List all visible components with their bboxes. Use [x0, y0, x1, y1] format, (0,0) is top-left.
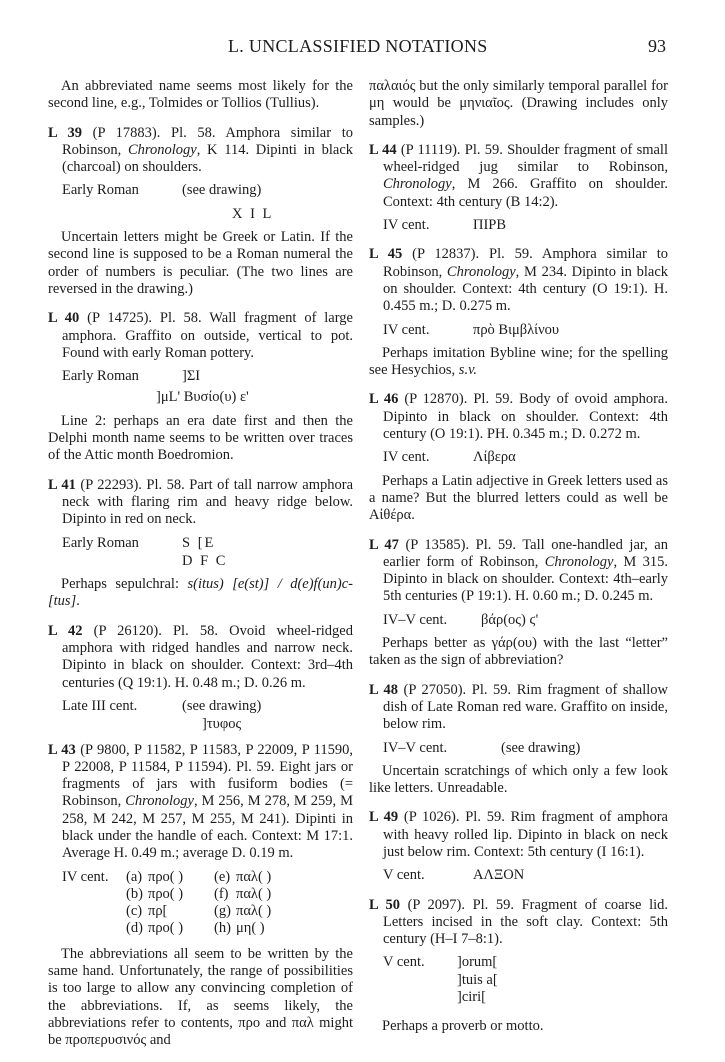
right-column	[369, 78, 668, 1048]
date-row	[383, 954, 668, 1012]
date-row	[62, 535, 353, 552]
entry-heading: L 46 (P 12870). Pl. 59. Body of ovoid amphora. Dipinto in black on shoulder. Context: 4th century (O 19:1). PH. 0.345 m.; D. 0.272 m.	[369, 391, 668, 443]
abbreviation-table	[62, 869, 353, 938]
drawing-note: (see drawing)	[182, 697, 262, 714]
date-row	[383, 867, 668, 884]
entry-number: L 48	[369, 681, 398, 698]
date-row	[62, 182, 353, 199]
date-label: IV cent.	[383, 217, 430, 234]
continued-paragraph: παλαιός but the only similarly temporal parallel for μη would be μηνιαῖος. (Drawing includes only samples.)	[369, 78, 668, 129]
date-label: Early Roman	[62, 368, 139, 385]
entry-number: L 43	[48, 741, 76, 758]
commentary: Uncertain letters might be Greek or Latin. If the second line is supposed to be a Roman numeral the order of numbers is peculiar. (The two lines are reversed in the drawing.)	[48, 229, 353, 297]
abbr-value: παλ( )	[236, 868, 272, 885]
inscription-reading: Λίβερα	[473, 449, 516, 466]
abbr-value: παλ( )	[236, 885, 272, 902]
date-label: IV–V cent.	[383, 611, 448, 628]
entry-l42	[48, 623, 353, 734]
entry-l44	[369, 142, 668, 234]
entry-number: L 45	[369, 246, 403, 263]
abbr-key: (d)	[126, 920, 143, 937]
date-row	[383, 740, 668, 757]
entry-heading: L 43 (P 9800, P 11582, P 11583, P 22009, P 11590, P 22008, P 11584, P 11594). Pl. 59. Eight jars or fragments of jars with fusiform bodies (= Robinson, Chronology, M 256, M 278, M 259, M 258, M 242, M 257, M 255, M 241). Dipinti in black under the handle of each. Context: M 17:1. Average H. 0.49 m.; average D. 0.19 m.	[48, 741, 353, 862]
entry-number: L 39	[48, 124, 83, 141]
abbr-value: μη( )	[236, 920, 265, 937]
commentary: Line 2: perhaps an era date first and then the Delphi month name seems to be written over traces of the Attic month Boedromion.	[48, 412, 353, 464]
inscription-reading: ]orum[ ]tuis a[ ]ciri[	[457, 954, 498, 1006]
commentary: Perhaps sepulchral: s(itus) [e(st)] / d(e)f(un)c-[tus].	[48, 576, 353, 610]
inscription-reading: D F C	[182, 552, 228, 569]
entry-number: L 42	[48, 622, 83, 639]
inscription-reading: ΠΙΡΒ	[473, 217, 507, 234]
date-label: IV cent.	[383, 321, 430, 338]
entry-number: L 44	[369, 141, 397, 158]
inscription-reading: ]τυφος	[202, 716, 242, 733]
date-row	[62, 368, 353, 385]
entry-heading: L 40 (P 14725). Pl. 58. Wall fragment of large amphora. Graffito on outside, vertical to pot. Found with early Roman pottery.	[48, 310, 353, 361]
entry-number: L 41	[48, 476, 76, 493]
entry-heading: L 48 (P 27050). Pl. 59. Rim fragment of shallow dish of Late Roman red ware. Graffito on inside, below rim.	[369, 681, 668, 733]
date-row	[383, 449, 668, 466]
inscription-reading: ΑΛΞΟΝ	[473, 867, 525, 884]
entry-number: L 46	[369, 391, 399, 408]
abbr-value: παλ( )	[236, 903, 272, 920]
commentary: Perhaps a Latin adjective in Greek letters used as a name? But the blurred letters could as well be Αἰθέρα.	[369, 472, 668, 524]
page-header	[0, 36, 725, 66]
entry-number: L 40	[48, 310, 80, 327]
commentary: Uncertain scratchings of which only a few look like letters. Unreadable.	[369, 762, 668, 797]
drawing-note: (see drawing)	[182, 182, 262, 199]
entry-l47	[369, 537, 668, 670]
commentary: Perhaps better as γάρ(ου) with the last “letter” taken as the sign of abbreviation?	[369, 635, 668, 669]
date-label: IV cent.	[62, 868, 109, 885]
inscription-reading: πρὸ Βιμβλίνου	[473, 321, 560, 338]
entry-l48	[369, 682, 668, 798]
entry-l41	[48, 477, 353, 611]
commentary: The abbreviations all seem to be written by the same hand. Unfortunately, the range of possibilities is too large to allow any convincing completion of the abbreviations. If, as seems likely, the abbreviations refer to contents, προ and παλ might be προπερυσινός and	[48, 945, 353, 1049]
date-label: Early Roman	[62, 182, 139, 199]
entry-heading: L 42 (P 26120). Pl. 58. Ovoid wheel-ridged amphora with ridged handles and narrow neck. Dipinto in black on shoulder. Context: 3rd–4th centuries (Q 19:1). H. 0.48 m.; D. 0.26 m.	[48, 622, 353, 691]
abbr-value: προ( )	[148, 920, 184, 937]
entry-l39	[48, 125, 353, 299]
entry-heading: L 47 (P 13585). Pl. 59. Tall one-handled jar, an earlier form of Robinson, Chronology, M 315. Dipinto in black on shoulder. Context: 4th–early 5th centuries (P 19:1). H. 0.60 m.; D. 0.245 m.	[369, 536, 668, 605]
abbr-key: (g)	[214, 903, 231, 920]
commentary: Perhaps imitation Bybline wine; for the spelling see Hesychios, s.v.	[369, 344, 668, 379]
date-row	[62, 698, 353, 715]
date-label: V cent.	[383, 954, 425, 971]
entry-l45	[369, 246, 668, 379]
commentary: Perhaps a proverb or motto.	[382, 1018, 544, 1035]
entry-l46	[369, 391, 668, 524]
entry-heading: L 41 (P 22293). Pl. 58. Part of tall narrow amphora neck with flaring rim and heavy ridge below. Dipinto in red on neck.	[48, 476, 353, 528]
entry-number: L 49	[369, 809, 399, 826]
abbr-value: προ( )	[148, 868, 184, 885]
inscription-reading: X I L	[232, 205, 274, 222]
entry-heading: L 45 (P 12837). Pl. 59. Amphora similar to Robinson, Chronology, M 234. Dipinto in black on shoulder. Context: 4th century (O 19:1). H. 0.455 m.; D. 0.275 m.	[369, 246, 669, 315]
abbr-key: (e)	[214, 868, 231, 885]
abbr-key: (b)	[126, 885, 143, 902]
entry-number: L 50	[369, 896, 400, 913]
running-title: L. UNCLASSIFIED NOTATIONS	[228, 36, 488, 56]
date-label: Late III cent.	[62, 697, 138, 714]
date-row	[383, 217, 668, 234]
entry-l49	[369, 809, 668, 884]
entry-l43	[48, 742, 353, 1050]
page-number: 93	[648, 36, 666, 56]
entry-heading: L 49 (P 1026). Pl. 59. Rim fragment of amphora with heavy rolled lip. Dipinto in black on neck just below rim. Context: 5th century (I 16:1).	[369, 809, 668, 860]
date-label: V cent.	[383, 867, 425, 884]
inscription-reading: ]μL' Βυσίο(υ) ε'	[156, 389, 249, 406]
date-row	[383, 612, 668, 629]
entry-number: L 47	[369, 536, 399, 553]
date-label: IV–V cent.	[383, 739, 448, 756]
abbr-key: (f)	[214, 885, 229, 902]
entry-heading: L 50 (P 2097). Pl. 59. Fragment of coarse lid. Letters incised in the soft clay. Context: 5th century (H–I 7–8:1).	[369, 896, 668, 948]
inscription-reading: S [E	[182, 534, 216, 551]
intro-paragraph: An abbreviated name seems most likely for the second line, e.g., Tolmides or Tollios (Tullius).	[48, 78, 353, 112]
abbr-key: (c)	[126, 903, 143, 920]
date-label: IV cent.	[383, 449, 430, 466]
inscription-reading: βάρ(ος) ϛ'	[481, 611, 539, 628]
entry-l50	[369, 897, 668, 1036]
date-label: Early Roman	[62, 534, 139, 551]
abbr-value: προ( )	[148, 885, 184, 902]
abbr-key: (h)	[214, 920, 231, 937]
entry-l40	[48, 310, 353, 464]
entry-heading: L 44 (P 11119). Pl. 59. Shoulder fragment of small wheel-ridged jug similar to Robinson, Chronology, M 266. Graffito on shoulder. Context: 4th century (B 14:2).	[369, 141, 668, 210]
drawing-note: (see drawing)	[501, 739, 581, 756]
abbr-key: (a)	[126, 868, 143, 885]
entry-heading: L 39 (P 17883). Pl. 58. Amphora similar to Robinson, Chronology, K 114. Dipinti in black (charcoal) on shoulders.	[48, 124, 354, 176]
left-column	[48, 78, 353, 1062]
date-row	[383, 322, 668, 339]
inscription-reading: ]ΣΙ	[182, 368, 201, 385]
abbr-value: πρ[	[148, 903, 168, 920]
